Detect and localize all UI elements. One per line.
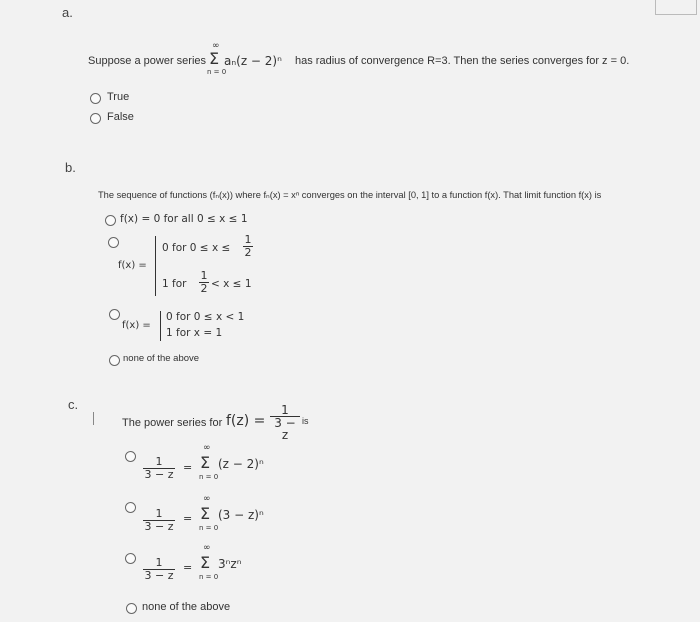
part-c-option-3-sum-sign: Σ: [200, 553, 211, 572]
part-c-option-3-sum-bottom: n = 0: [199, 573, 219, 581]
part-b-option-1-radio[interactable]: [105, 215, 116, 226]
part-c-option-1-sum-sign: Σ: [200, 453, 211, 472]
part-b-option-1-label: f(x) = 0 for all 0 ≤ x ≤ 1: [120, 213, 248, 225]
part-c-stem-fz: f(z) =: [226, 413, 266, 429]
part-a-sum-bottom: n = 0: [207, 68, 227, 76]
part-b-option-3-brace: [160, 311, 161, 341]
part-c-stem-after: is: [302, 416, 309, 426]
part-b-option-4-label: none of the above: [123, 353, 200, 364]
part-c-option-2-term: (3 − z)ⁿ: [218, 508, 264, 522]
half-numerator: 1: [200, 269, 208, 282]
part-c-option-1-radio[interactable]: [125, 451, 136, 462]
part-b-option-4-radio[interactable]: [109, 355, 120, 366]
part-b-option-2-half-1: [243, 234, 253, 259]
part-c-option-1-sum-top: ∞: [203, 443, 211, 453]
part-a-sum-sign: Σ: [209, 49, 220, 68]
part-b-option-2-brace: [155, 236, 156, 296]
part-c-option-1-sum-bottom: n = 0: [199, 473, 219, 481]
part-a-stem-after: has radius of convergence R=3. Then the series converges for z = 0.: [295, 55, 630, 67]
part-b-option-3-line-2: 1 for x = 1: [166, 327, 223, 339]
part-c-option-2-sum-sign: Σ: [200, 504, 211, 523]
part-a-sum-top: ∞: [212, 41, 220, 51]
half-numerator: 1: [244, 233, 252, 246]
part-b-label: b.: [65, 160, 76, 175]
part-c-stem-before: The power series for: [122, 417, 223, 429]
part-c-option-3-equals: =: [183, 561, 193, 574]
part-c-option-3-fraction: [143, 557, 175, 582]
denominator: 3 − z: [144, 569, 174, 582]
part-c-option-4-radio[interactable]: [126, 603, 137, 614]
part-c-option-1-fraction: [143, 456, 175, 481]
part-c-option-3-sum-top: ∞: [203, 543, 211, 553]
part-c-stem-fraction: [270, 404, 300, 441]
numerator: 1: [155, 455, 163, 468]
numerator: 1: [155, 507, 163, 520]
part-a-option-true-label: True: [107, 91, 130, 103]
part-b-option-2-line-2b: < x ≤ 1: [211, 278, 252, 290]
part-b-option-2-line-1: 0 for 0 ≤ x ≤: [162, 242, 231, 254]
part-c-label: c.: [68, 397, 79, 412]
part-a-option-false-radio[interactable]: [90, 113, 101, 124]
part-b-option-2-radio[interactable]: [108, 237, 119, 248]
part-a-term: aₙ(z − 2)ⁿ: [224, 54, 282, 68]
half-denominator: 2: [244, 246, 252, 259]
part-a-option-true-radio[interactable]: [90, 93, 101, 104]
denominator: 3 − z: [144, 468, 174, 481]
part-c-option-4-label: none of the above: [142, 601, 231, 613]
text-cursor: [93, 412, 94, 425]
part-b-option-2-half-2: [199, 270, 209, 295]
part-a-stem-before: Suppose a power series: [88, 55, 207, 67]
part-c-option-2-sum-top: ∞: [203, 494, 211, 504]
part-a-label: a.: [62, 5, 73, 20]
denominator: 3 − z: [144, 520, 174, 533]
part-b-option-3-radio[interactable]: [109, 309, 120, 320]
numerator: 1: [155, 556, 163, 569]
part-c-option-1-term: (z − 2)ⁿ: [218, 457, 264, 471]
page-corner: [655, 0, 697, 15]
part-b-option-3-line-1: 0 for 0 ≤ x < 1: [166, 311, 245, 323]
part-c-option-2-radio[interactable]: [125, 502, 136, 513]
denominator: 3 − z: [274, 416, 296, 442]
part-b-option-3-fx: f(x) =: [122, 320, 151, 331]
part-b-option-2-fx: f(x) =: [118, 260, 147, 271]
half-denominator: 2: [200, 282, 208, 295]
part-c-option-1-equals: =: [183, 461, 193, 474]
part-c-option-2-sum-bottom: n = 0: [199, 524, 219, 532]
part-c-option-3-term: 3ⁿzⁿ: [218, 557, 242, 571]
part-b-option-2-line-2a: 1 for: [162, 278, 187, 290]
part-a-option-false-label: False: [107, 111, 134, 123]
part-c-option-3-radio[interactable]: [125, 553, 136, 564]
part-c-option-2-equals: =: [183, 512, 193, 525]
numerator: 1: [281, 403, 289, 417]
part-c-option-2-fraction: [143, 508, 175, 533]
part-b-stem: The sequence of functions (fₙ(x)) where fₙ(x) = xⁿ converges on the interval [0, 1] to a function f(x). That limit function f(x) is: [98, 190, 602, 200]
